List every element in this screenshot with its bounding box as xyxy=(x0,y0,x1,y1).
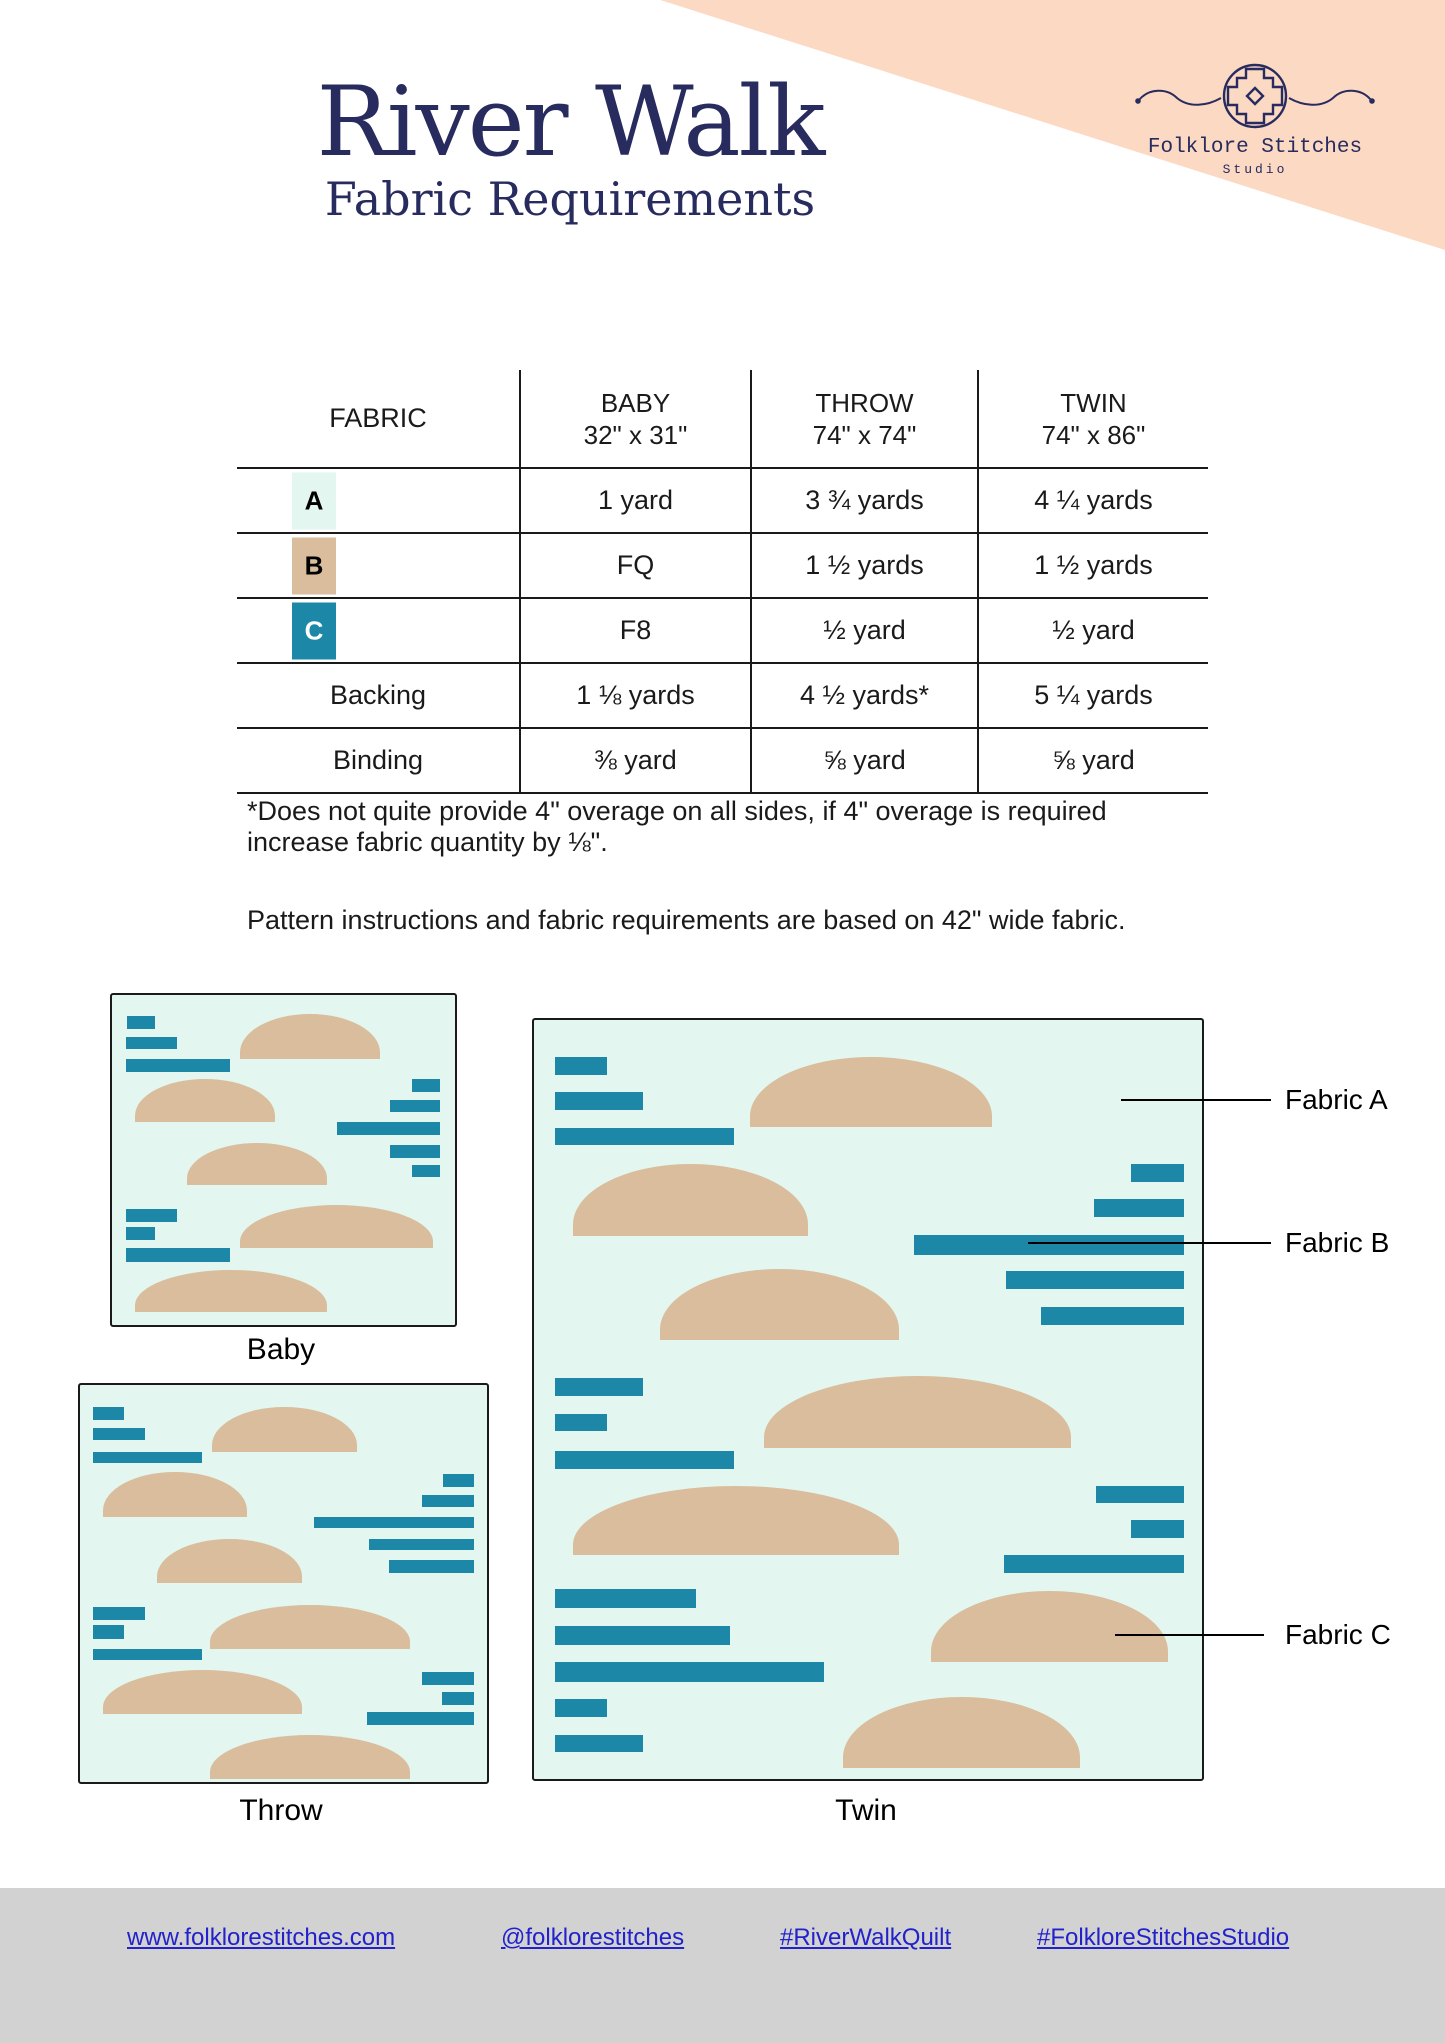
notes-block xyxy=(247,796,1147,936)
cell-c-baby: F8 xyxy=(521,599,752,662)
backing-label: Backing xyxy=(237,664,521,727)
instagram-handle-link[interactable]: @folklorestitches xyxy=(501,1924,685,1951)
quilt-hill-shape xyxy=(135,1079,275,1122)
header-baby-dims: 32" x 31" xyxy=(583,419,688,450)
hashtag-folklorestitchesstudio-link[interactable]: #FolkloreStitchesStudio xyxy=(1037,1924,1290,1951)
quilt-hill-shape xyxy=(764,1376,1071,1448)
quilt-bar-shape xyxy=(93,1452,202,1464)
quilt-bar-shape xyxy=(93,1625,123,1638)
quilt-hill-shape xyxy=(187,1143,327,1185)
table-row-fabric-b xyxy=(237,532,1208,597)
quilt-bar-shape xyxy=(422,1495,474,1507)
cell-a-baby: 1 yard xyxy=(521,469,752,532)
quilt-hill-shape xyxy=(240,1014,380,1059)
header-throw-dims: 74" x 74" xyxy=(812,419,917,450)
quilt-bar-shape xyxy=(1096,1486,1184,1503)
quilt-hill-shape xyxy=(210,1735,410,1779)
header-throw xyxy=(752,370,979,467)
quilt-bar-shape xyxy=(555,1662,824,1682)
baby-quilt-diagram xyxy=(110,993,457,1327)
hashtag-riverwalkquilt-link[interactable]: #RiverWalkQuilt xyxy=(780,1924,952,1951)
quilt-bar-shape xyxy=(442,1692,474,1705)
quilt-bar-shape xyxy=(1131,1164,1184,1181)
quilt-bar-shape xyxy=(367,1712,474,1725)
cell-binding-twin: ⅝ yard xyxy=(1052,745,1135,775)
quilt-bar-shape xyxy=(555,1378,643,1396)
quilt-hill-shape xyxy=(103,1472,247,1517)
quilt-bar-shape xyxy=(555,1092,643,1109)
quilt-bar-shape xyxy=(93,1649,202,1661)
page-subtitle: Fabric Requirements xyxy=(324,172,816,226)
fabric-label-connector-line xyxy=(1115,1634,1264,1636)
quilt-bar-shape xyxy=(555,1451,734,1468)
twin-diagram-label: Twin xyxy=(835,1794,897,1827)
fabric-c-swatch: C xyxy=(292,602,336,659)
baby-diagram-label: Baby xyxy=(246,1333,316,1366)
quilt-bar-shape xyxy=(443,1474,473,1487)
table-row-backing xyxy=(237,662,1208,727)
fabric-width-note: Pattern instructions and fabric requirements are based on 42" wide fabric. xyxy=(247,905,1126,935)
quilt-bar-shape xyxy=(93,1428,145,1440)
quilt-hill-shape xyxy=(135,1270,326,1312)
quilt-hill-shape xyxy=(212,1407,357,1452)
quilt-bar-shape xyxy=(390,1145,440,1158)
quilt-bar-shape xyxy=(1006,1271,1184,1289)
binding-label: Binding xyxy=(237,729,521,792)
table-row-fabric-a xyxy=(237,467,1208,532)
fabric-label-connector-line xyxy=(1121,1099,1271,1101)
quilt-bar-shape xyxy=(412,1165,440,1177)
quilt-bar-shape xyxy=(126,1227,155,1240)
table-row-fabric-c xyxy=(237,597,1208,662)
cell-backing-baby: 1 ⅛ yards xyxy=(521,664,752,727)
quilt-bar-shape xyxy=(337,1122,440,1135)
quilt-bar-shape xyxy=(555,1699,608,1716)
quilt-bar-shape xyxy=(914,1235,1184,1255)
quilt-bar-shape xyxy=(555,1735,643,1752)
header-throw-size: THROW xyxy=(815,387,914,418)
quilt-bar-shape xyxy=(93,1607,145,1620)
header-baby-size: BABY xyxy=(600,387,671,418)
quilt-bar-shape xyxy=(126,1037,176,1049)
cell-b-throw: 1 ½ yards xyxy=(752,534,979,597)
footer-bar xyxy=(0,1888,1445,2043)
quilt-bar-shape xyxy=(389,1560,474,1573)
quilt-bar-shape xyxy=(1131,1520,1184,1537)
quilt-bar-shape xyxy=(127,1016,155,1029)
quilt-hill-shape xyxy=(103,1670,302,1714)
quilt-bar-shape xyxy=(126,1059,230,1072)
header-baby xyxy=(521,370,752,467)
quilt-hill-shape xyxy=(931,1591,1168,1662)
quilt-hill-shape xyxy=(573,1164,808,1235)
folklore-emblem-icon xyxy=(1125,56,1385,134)
quilt-hill-shape xyxy=(660,1269,899,1340)
throw-quilt-diagram xyxy=(78,1383,489,1784)
header-fabric: FABRIC xyxy=(237,370,521,467)
quilt-bar-shape xyxy=(422,1672,474,1685)
quilt-bar-shape xyxy=(555,1128,734,1145)
cell-binding-baby: ⅜ yard xyxy=(521,729,752,792)
quilt-hill-shape xyxy=(210,1605,410,1648)
cell-c-throw: ½ yard xyxy=(752,599,979,662)
website-link[interactable]: www.folklorestitches.com xyxy=(127,1924,396,1951)
cell-a-throw: 3 ¾ yards xyxy=(752,469,979,532)
cell-b-twin: 1 ½ yards xyxy=(1034,550,1153,580)
cell-c-twin: ½ yard xyxy=(1052,615,1135,645)
quilt-hill-shape xyxy=(240,1205,434,1248)
cell-backing-throw: 4 ½ yards* xyxy=(752,664,979,727)
brand-logo xyxy=(1105,56,1405,177)
throw-diagram-label: Throw xyxy=(239,1794,323,1827)
quilt-bar-shape xyxy=(93,1407,123,1420)
fabric-label-c: Fabric C xyxy=(1285,1619,1391,1650)
quilt-bar-shape xyxy=(412,1079,440,1092)
table-row-binding xyxy=(237,727,1208,794)
cell-b-baby: FQ xyxy=(521,534,752,597)
fabric-requirements-table xyxy=(237,370,1208,794)
quilt-hill-shape xyxy=(843,1697,1080,1768)
header-twin-size: TWIN xyxy=(1060,387,1127,418)
fabric-a-swatch: A xyxy=(292,472,336,529)
overage-note: *Does not quite provide 4" overage on all sides, if 4" overage is required increase fabric quantity by ⅛". xyxy=(247,796,1107,857)
fabric-label-a: Fabric A xyxy=(1285,1084,1388,1115)
quilt-bar-shape xyxy=(390,1100,440,1113)
quilt-bar-shape xyxy=(1094,1199,1184,1216)
quilt-hill-shape xyxy=(573,1486,899,1555)
quilt-bar-shape xyxy=(369,1539,474,1551)
header-twin xyxy=(979,370,1208,467)
quilt-bar-shape xyxy=(126,1209,176,1223)
cell-a-twin: 4 ¼ yards xyxy=(1034,485,1153,515)
fabric-label-connector-line xyxy=(1028,1242,1271,1244)
quilt-bar-shape xyxy=(555,1589,696,1608)
cell-binding-throw: ⅝ yard xyxy=(752,729,979,792)
quilt-bar-shape xyxy=(555,1626,731,1645)
quilt-hill-shape xyxy=(750,1057,992,1127)
fabric-label-b: Fabric B xyxy=(1285,1227,1390,1258)
quilt-bar-shape xyxy=(126,1248,230,1261)
quilt-hill-shape xyxy=(157,1539,302,1583)
page-title: River Walk xyxy=(316,66,824,178)
twin-quilt-diagram xyxy=(532,1018,1204,1781)
cell-backing-twin: 5 ¼ yards xyxy=(1034,680,1153,710)
fabric-b-swatch: B xyxy=(292,537,336,594)
quilt-bar-shape xyxy=(1041,1307,1184,1325)
quilt-bar-shape xyxy=(1004,1555,1184,1572)
table-header-row xyxy=(237,370,1208,467)
brand-name: Folklore Stitches xyxy=(1147,136,1363,159)
quilt-bar-shape xyxy=(555,1057,608,1074)
header-twin-dims: 74" x 86" xyxy=(1041,419,1146,450)
quilt-bar-shape xyxy=(555,1414,608,1431)
brand-subname: Studio xyxy=(1222,162,1288,177)
quilt-bar-shape xyxy=(314,1517,474,1529)
